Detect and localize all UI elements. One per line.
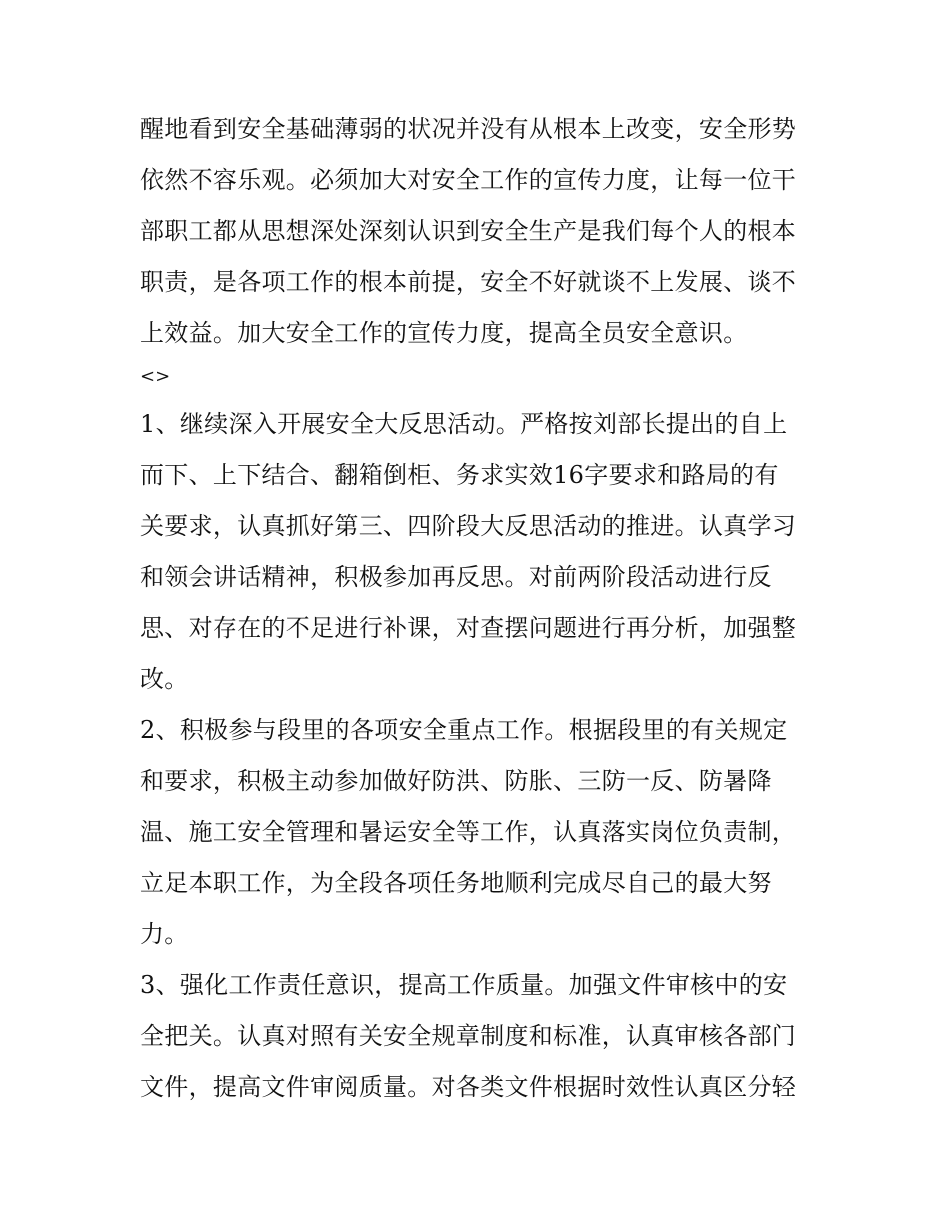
text-line: 醒地看到安全基础薄弱的状况并没有从根本上改变，安全形势 — [140, 115, 797, 143]
text-line: 1、继续深入开展安全大反思活动。严格按刘部长提出的自上 — [140, 410, 788, 438]
text-line: 文件，提高文件审阅质量。对各类文件根据时效性认真区分轻 — [140, 1073, 797, 1101]
text-line: 依然不容乐观。必须加大对安全工作的宣传力度，让每一位干 — [140, 166, 797, 194]
text-line: 温、施工安全管理和暑运安全等工作，认真落实岗位负责制， — [140, 818, 797, 846]
item-3-paragraph — [140, 960, 820, 1113]
text-line: 力。 — [140, 920, 189, 948]
text-line: 和要求，积极主动参加做好防洪、防胀、三防一反、防暑降 — [140, 767, 772, 795]
text-line: 2、积极参与段里的各项安全重点工作。根据段里的有关规定 — [140, 716, 788, 744]
text-line: 职责，是各项工作的根本前提，安全不好就谈不上发展、谈不 — [140, 268, 797, 296]
text-line: 和领会讲话精神，积极参加再反思。对前两阶段活动进行反 — [140, 563, 772, 591]
text-line: 关要求，认真抓好第三、四阶段大反思活动的推进。认真学习 — [140, 512, 797, 540]
text-line: 部职工都从思想深处深刻认识到安全生产是我们每个人的根本 — [140, 217, 797, 245]
intro-paragraph — [140, 104, 820, 359]
text-line: 立足本职工作，为全段各项任务地顺利完成尽自己的最大努 — [140, 869, 772, 897]
section-marker: <> — [140, 366, 171, 387]
text-line: 全把关。认真对照有关安全规章制度和标准，认真审核各部门 — [140, 1022, 797, 1050]
text-line: 3、强化工作责任意识，提高工作质量。加强文件审核中的安 — [140, 971, 788, 999]
document-body — [140, 104, 820, 1113]
text-line: 思、对存在的不足进行补课，对查摆问题进行再分析，加强整 — [140, 614, 797, 642]
item-1-paragraph — [140, 399, 820, 705]
text-line: 改。 — [140, 665, 189, 693]
text-line: 上效益。加大安全工作的宣传力度，提高全员安全意识。 — [140, 319, 748, 347]
item-2-paragraph — [140, 705, 820, 960]
text-line: 而下、上下结合、翻箱倒柜、务求实效16字要求和路局的有 — [140, 461, 779, 489]
